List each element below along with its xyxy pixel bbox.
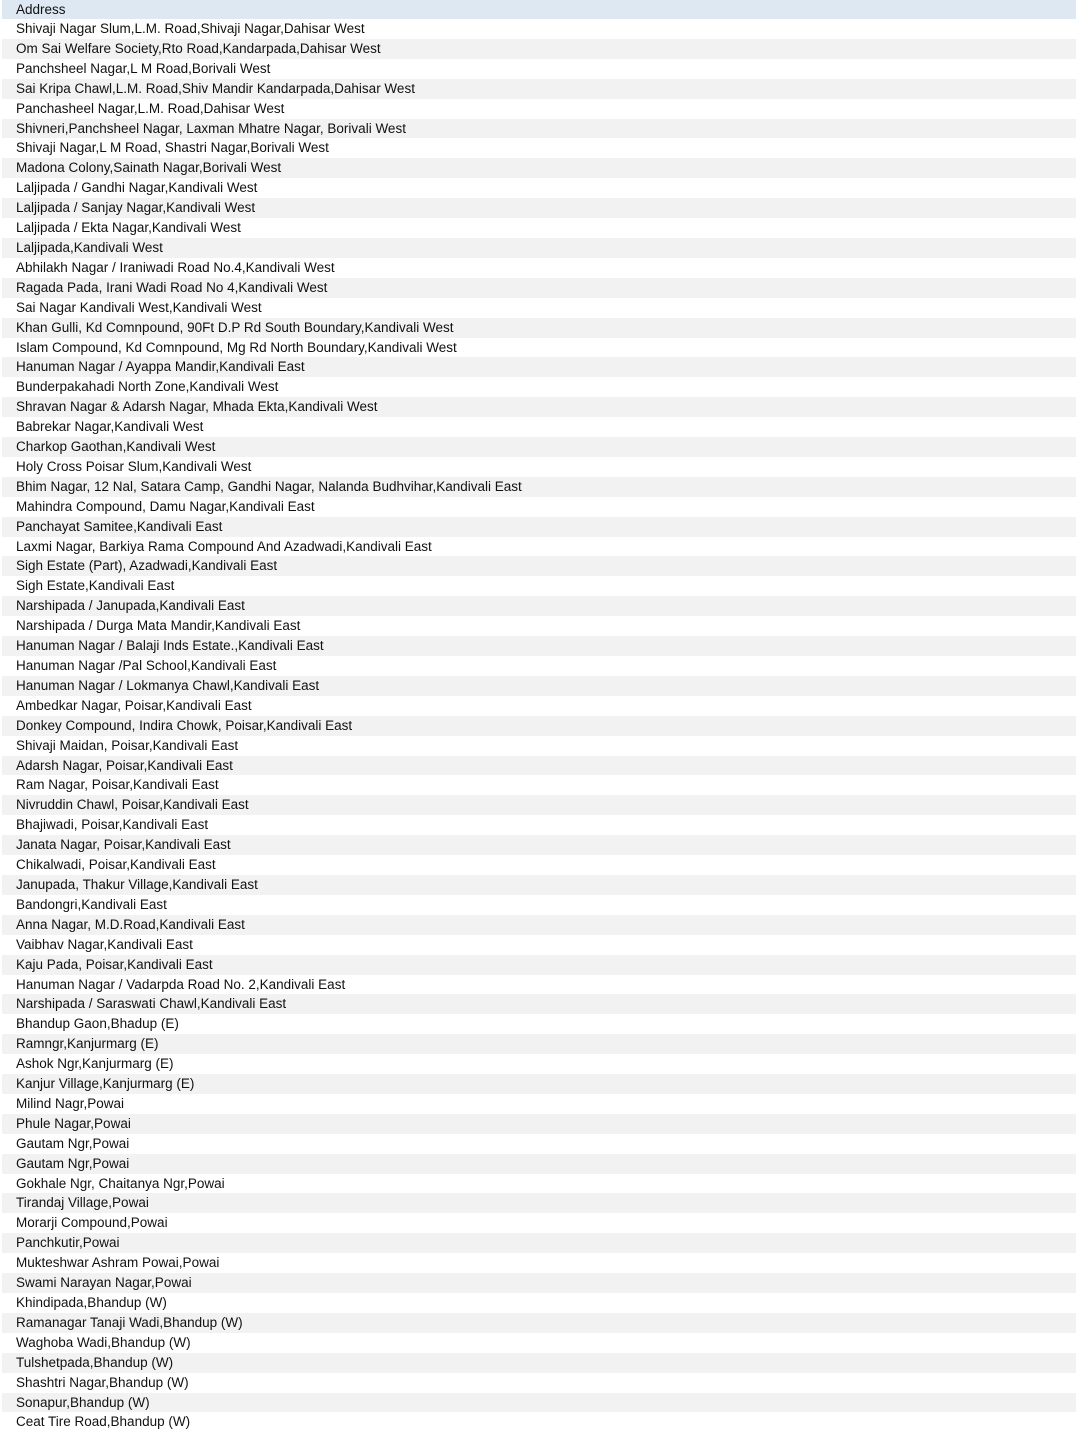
table-row: Gautam Ngr,Powai [2,1134,1076,1154]
table-row: Sigh Estate,Kandivali East [2,576,1076,596]
table-row: Ram Nagar, Poisar,Kandivali East [2,775,1076,795]
table-row: Sai Nagar Kandivali West,Kandivali West [2,298,1076,318]
table-row: Ramngr,Kanjurmarg (E) [2,1034,1076,1054]
table-row: Milind Nagr,Powai [2,1094,1076,1114]
table-row: Shravan Nagar & Adarsh Nagar, Mhada Ekta,Kandivali West [2,397,1076,417]
table-row: Kaju Pada, Poisar,Kandivali East [2,955,1076,975]
table-row: Hanuman Nagar / Vadarpda Road No. 2,Kandivali East [2,975,1076,995]
table-row: Abhilakh Nagar / Iraniwadi Road No.4,Kandivali West [2,258,1076,278]
table-row: Narshipada / Janupada,Kandivali East [2,596,1076,616]
table-row: Donkey Compound, Indira Chowk, Poisar,Kandivali East [2,716,1076,736]
table-row: Hanuman Nagar / Ayappa Mandir,Kandivali East [2,357,1076,377]
table-row: Shivaji Nagar Slum,L.M. Road,Shivaji Nagar,Dahisar West [2,19,1076,39]
table-row: Hanuman Nagar / Lokmanya Chawl,Kandivali East [2,676,1076,696]
address-rows [2,19,1076,1432]
table-row: Sigh Estate (Part), Azadwadi,Kandivali East [2,556,1076,576]
table-row: Narshipada / Durga Mata Mandir,Kandivali East [2,616,1076,636]
table-row: Waghoba Wadi,Bhandup (W) [2,1333,1076,1353]
table-row: Swami Narayan Nagar,Powai [2,1273,1076,1293]
table-row: Bandongri,Kandivali East [2,895,1076,915]
table-row: Narshipada / Saraswati Chawl,Kandivali East [2,994,1076,1014]
table-row: Sai Kripa Chawl,L.M. Road,Shiv Mandir Kandarpada,Dahisar West [2,79,1076,99]
table-row: Panchayat Samitee,Kandivali East [2,517,1076,537]
column-header-address: Address [2,0,1076,19]
table-row: Morarji Compound,Powai [2,1213,1076,1233]
table-row: Shivneri,Panchsheel Nagar, Laxman Mhatre Nagar, Borivali West [2,119,1076,139]
table-row: Madona Colony,Sainath Nagar,Borivali West [2,158,1076,178]
table-row: Laljipada,Kandivali West [2,238,1076,258]
table-row: Gokhale Ngr, Chaitanya Ngr,Powai [2,1174,1076,1194]
table-row: Laljipada / Ekta Nagar,Kandivali West [2,218,1076,238]
table-row: Chikalwadi, Poisar,Kandivali East [2,855,1076,875]
table-row: Janupada, Thakur Village,Kandivali East [2,875,1076,895]
table-row: Laxmi Nagar, Barkiya Rama Compound And Azadwadi,Kandivali East [2,537,1076,557]
table-row: Bhandup Gaon,Bhadup (E) [2,1014,1076,1034]
table-row: Panchasheel Nagar,L.M. Road,Dahisar West [2,99,1076,119]
table-row: Bhim Nagar, 12 Nal, Satara Camp, Gandhi Nagar, Nalanda Budhvihar,Kandivali East [2,477,1076,497]
table-row: Mukteshwar Ashram Powai,Powai [2,1253,1076,1273]
table-row: Ramanagar Tanaji Wadi,Bhandup (W) [2,1313,1076,1333]
table-row: Mahindra Compound, Damu Nagar,Kandivali East [2,497,1076,517]
table-row: Ragada Pada, Irani Wadi Road No 4,Kandivali West [2,278,1076,298]
table-row: Panchsheel Nagar,L M Road,Borivali West [2,59,1076,79]
table-row: Phule Nagar,Powai [2,1114,1076,1134]
table-row: Nivruddin Chawl, Poisar,Kandivali East [2,795,1076,815]
table-row: Ashok Ngr,Kanjurmarg (E) [2,1054,1076,1074]
table-row: Khan Gulli, Kd Comnpound, 90Ft D.P Rd South Boundary,Kandivali West [2,318,1076,338]
table-row: Hanuman Nagar /Pal School,Kandivali East [2,656,1076,676]
table-row: Tulshetpada,Bhandup (W) [2,1353,1076,1373]
table-row: Shivaji Maidan, Poisar,Kandivali East [2,736,1076,756]
table-row: Shashtri Nagar,Bhandup (W) [2,1373,1076,1393]
table-row: Sonapur,Bhandup (W) [2,1393,1076,1413]
table-row: Adarsh Nagar, Poisar,Kandivali East [2,756,1076,776]
table-row: Charkop Gaothan,Kandivali West [2,437,1076,457]
table-row: Om Sai Welfare Society,Rto Road,Kandarpada,Dahisar West [2,39,1076,59]
address-table [2,0,1076,1432]
table-row: Laljipada / Sanjay Nagar,Kandivali West [2,198,1076,218]
table-row: Holy Cross Poisar Slum,Kandivali West [2,457,1076,477]
table-row: Khindipada,Bhandup (W) [2,1293,1076,1313]
table-row: Bunderpakahadi North Zone,Kandivali West [2,377,1076,397]
table-row: Bhajiwadi, Poisar,Kandivali East [2,815,1076,835]
table-row: Islam Compound, Kd Comnpound, Mg Rd North Boundary,Kandivali West [2,338,1076,358]
table-row: Ceat Tire Road,Bhandup (W) [2,1412,1076,1432]
table-row: Panchkutir,Powai [2,1233,1076,1253]
table-row: Shivaji Nagar,L M Road, Shastri Nagar,Borivali West [2,138,1076,158]
table-row: Anna Nagar, M.D.Road,Kandivali East [2,915,1076,935]
table-row: Kanjur Village,Kanjurmarg (E) [2,1074,1076,1094]
table-row: Vaibhav Nagar,Kandivali East [2,935,1076,955]
table-row: Babrekar Nagar,Kandivali West [2,417,1076,437]
table-row: Hanuman Nagar / Balaji Inds Estate.,Kandivali East [2,636,1076,656]
table-row: Ambedkar Nagar, Poisar,Kandivali East [2,696,1076,716]
table-row: Janata Nagar, Poisar,Kandivali East [2,835,1076,855]
table-row: Tirandaj Village,Powai [2,1193,1076,1213]
table-row: Gautam Ngr,Powai [2,1154,1076,1174]
table-row: Laljipada / Gandhi Nagar,Kandivali West [2,178,1076,198]
